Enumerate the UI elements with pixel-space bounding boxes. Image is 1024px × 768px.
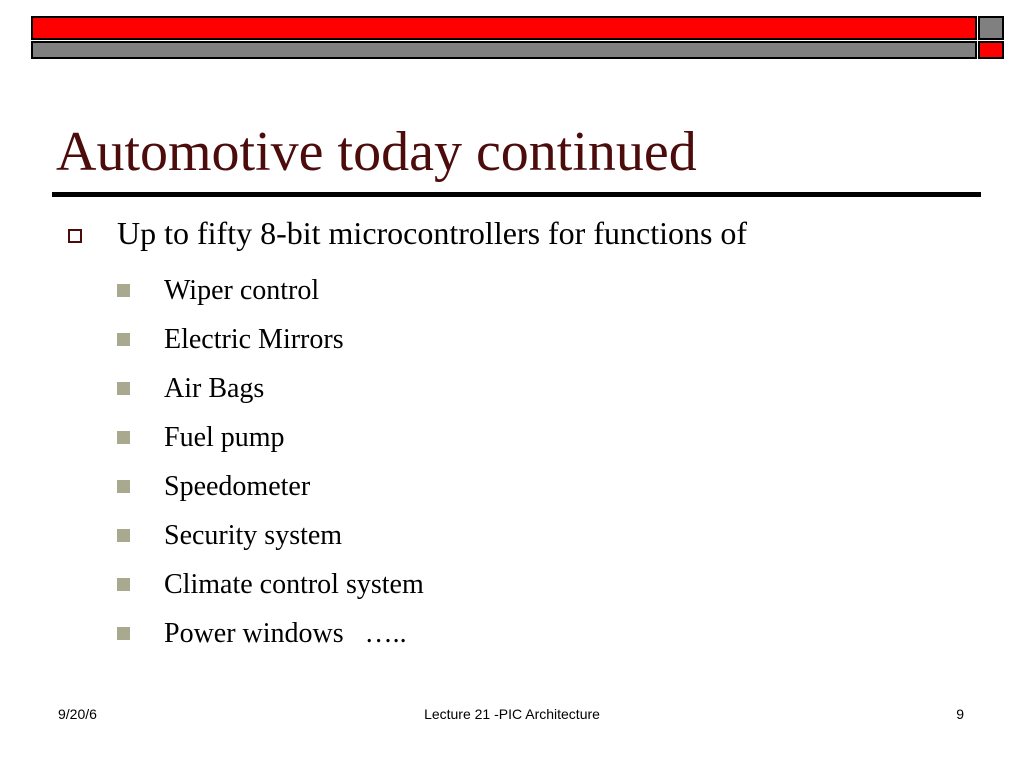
list-item	[117, 315, 424, 364]
sub-bullet-text: Security system	[164, 519, 343, 551]
filled-square-icon	[117, 627, 130, 640]
sub-bullet-text: Fuel pump	[164, 421, 285, 453]
title-underline	[52, 192, 981, 197]
list-item	[117, 364, 424, 413]
filled-square-icon	[117, 480, 130, 493]
header-corner-gray	[978, 16, 1004, 40]
filled-square-icon	[117, 284, 130, 297]
sub-bullet-text: Power windows …..	[164, 617, 407, 649]
header-bar-red	[31, 16, 977, 40]
list-item	[117, 511, 424, 560]
filled-square-icon	[117, 382, 130, 395]
footer-page-number: 9	[956, 706, 964, 722]
header-bar-gray	[31, 41, 977, 59]
bullet-level1	[68, 215, 747, 252]
sub-bullet-text: Climate control system	[164, 568, 424, 600]
slide-title: Automotive today continued	[56, 121, 697, 183]
filled-square-icon	[117, 431, 130, 444]
list-item	[117, 266, 424, 315]
filled-square-icon	[117, 578, 130, 591]
header-corner-red	[978, 41, 1004, 59]
sub-bullet-text: Electric Mirrors	[164, 323, 344, 355]
filled-square-icon	[117, 333, 130, 346]
filled-square-icon	[117, 529, 130, 542]
list-item	[117, 413, 424, 462]
list-item	[117, 560, 424, 609]
sub-bullet-text: Air Bags	[164, 372, 265, 404]
sub-bullet-list	[117, 266, 424, 658]
bullet-level1-text: Up to fifty 8-bit microcontrollers for functions of	[117, 215, 748, 251]
list-item	[117, 462, 424, 511]
footer-lecture-title: Lecture 21 -PIC Architecture	[424, 706, 600, 722]
list-item	[117, 609, 424, 658]
footer-date: 9/20/6	[58, 706, 97, 722]
sub-bullet-text: Speedometer	[164, 470, 311, 502]
hollow-square-icon	[68, 229, 82, 243]
sub-bullet-text: Wiper control	[164, 274, 320, 306]
